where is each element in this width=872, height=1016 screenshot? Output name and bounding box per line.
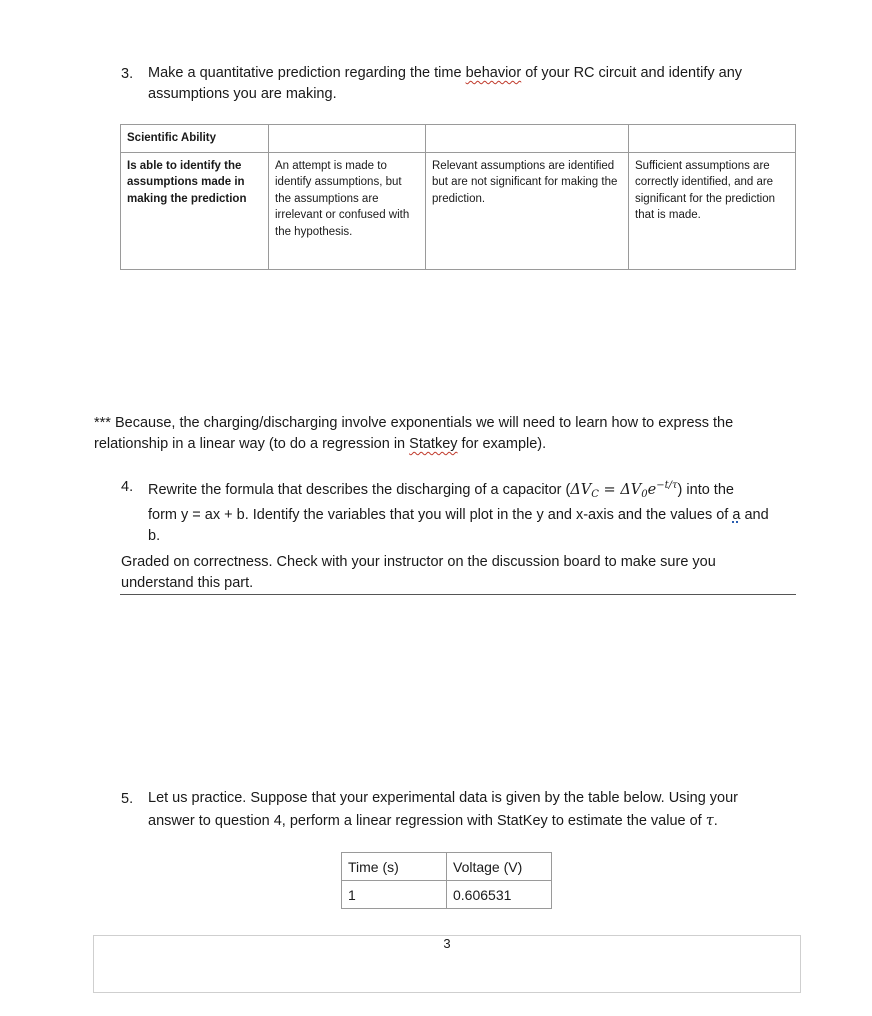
data-table-row [342,881,552,909]
rubric-header-ability: Scientific Ability [121,125,269,153]
question-5-line2-start: answer to question 4, perform a linear regression with StatKey to estimate the value of [148,813,706,829]
question-4-line1-start: Rewrite the formula that describes the discharging of a capacitor ( [148,481,571,498]
note-line2-end: for example). [457,436,547,452]
section-divider [120,594,796,595]
question-3-text [148,63,808,105]
question-3-line1-start: Make a quantitative prediction regarding the time [148,65,466,81]
data-table [341,852,552,909]
question-4-line2-end: and [740,506,769,523]
graded-line2: understand this part. [121,575,254,591]
question-4-line3: b. [148,527,161,544]
rubric-ability-cell: Is able to identify the assumptions made in making the prediction [121,152,269,269]
rubric-level-3-cell: Sufficient assumptions are correctly identified, and are significant for the prediction that is made. [629,152,796,269]
data-table-cell-voltage: 0.606531 [447,881,552,909]
rubric-header-level-1 [269,125,426,153]
formula-sub-c: C [591,488,599,500]
rubric-table [120,124,796,270]
formula-exponent: −t/τ [656,480,678,491]
formula-sub-0: 0 [641,488,648,500]
linearization-note [94,413,814,455]
question-3-number: 3. [121,66,134,82]
question-3-line2: assumptions you are making. [148,86,337,102]
rubric-header-level-3 [629,125,796,153]
question-4-text [148,475,808,547]
tau-symbol: τ [705,813,714,829]
question-4-number: 4. [121,479,134,495]
question-5-line2-end: . [713,813,718,829]
graded-line1: Graded on correctness. Check with your instructor on the discussion board to make sure you [121,554,716,570]
question-5-number: 5. [121,791,134,807]
formula-equals: = [598,481,621,498]
graded-note [121,552,801,594]
data-table-cell-time: 1 [342,881,447,909]
question-4-line2-start: form y = ax + b. Identify the variables that you will plot in the y and x-axis and the values of [148,506,733,523]
question-5-line1: Let us practice. Suppose that your experimental data is given by the table below. Using your [148,790,739,806]
data-table-header-voltage: Voltage (V) [447,853,552,881]
note-line1: *** Because, the charging/discharging involve exponentials we will need to learn how to express the [94,415,734,431]
page-footer [93,935,801,993]
formula-delta-v: ΔV [570,481,592,498]
grammar-flag-a[interactable]: a [732,506,741,523]
page-number: 3 [443,936,451,951]
formula-delta-v0: ΔV [620,481,642,498]
rubric-header-level-2 [426,125,629,153]
rubric-row [121,152,796,269]
spellcheck-flag-behavior[interactable]: behavior [465,65,522,81]
question-3-line1-end: of your RC circuit and identify any [521,65,743,81]
data-table-header-row [342,853,552,881]
note-line2-start: relationship in a linear way (to do a regression in [94,436,410,452]
rubric-level-2-cell: Relevant assumptions are identified but are not significant for making the prediction. [426,152,629,269]
data-table-header-time: Time (s) [342,853,447,881]
formula-e: e [647,481,657,498]
discharge-formula [570,482,677,498]
spellcheck-flag-statkey[interactable]: Statkey [409,436,458,452]
rubric-level-1-cell: An attempt is made to identify assumptions, but the assumptions are irrelevant or confused with the hypothesis. [269,152,426,269]
question-4-line1-end: ) into the [677,481,734,498]
question-5-text [148,787,808,833]
rubric-header-row [121,125,796,153]
